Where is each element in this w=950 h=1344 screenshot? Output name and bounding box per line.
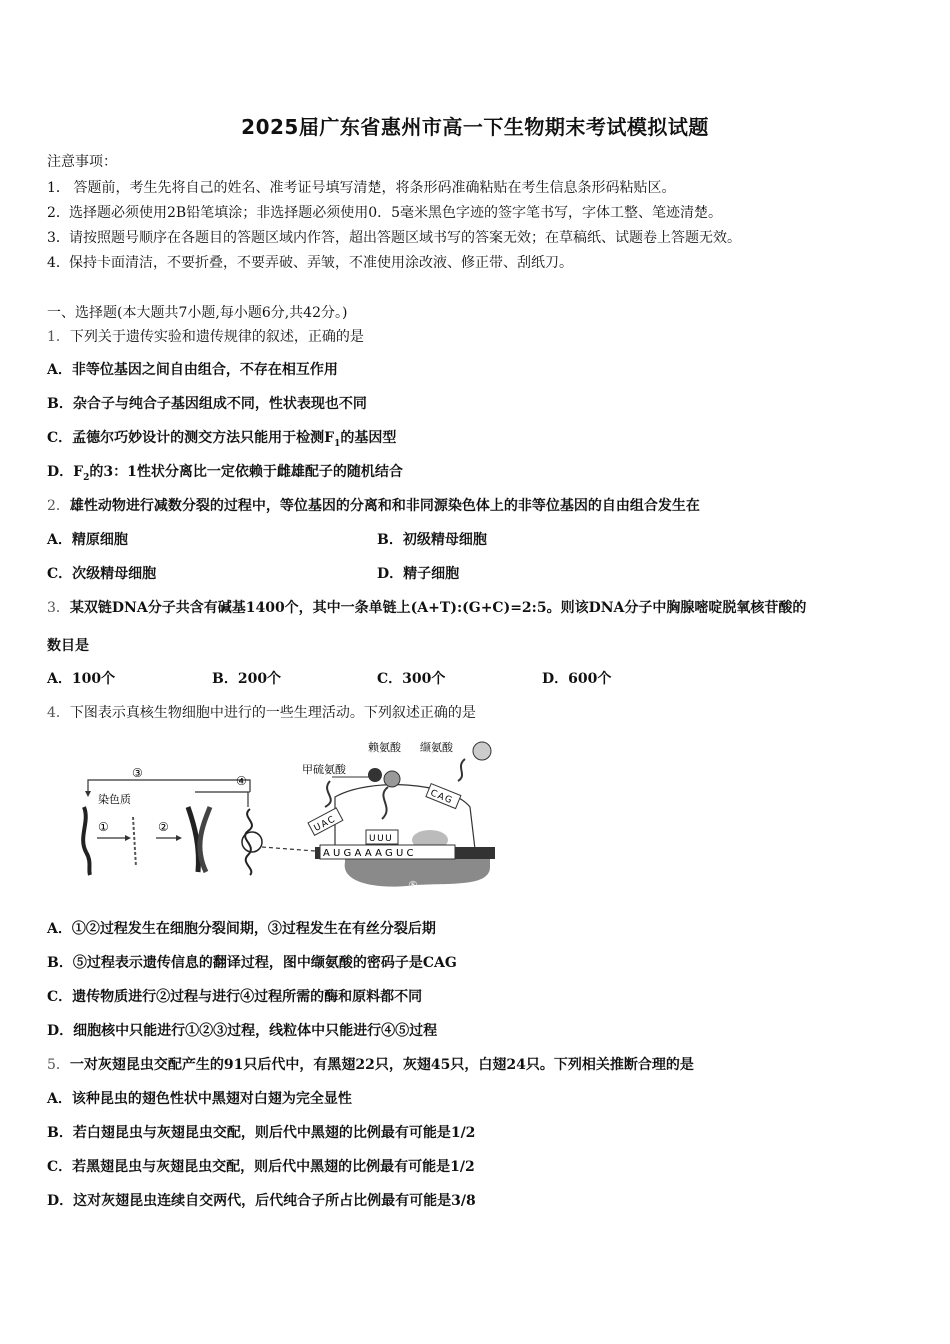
lysine-ball <box>384 771 400 787</box>
notice-text: 答题前，考生先将自己的姓名、准考证号填写清楚，将条形码准确粘贴在考生信息条形码粘贴区。 <box>69 180 676 196</box>
question-number: 5． <box>47 1057 70 1073</box>
trna-stem <box>325 781 331 807</box>
q1-option-c <box>47 429 396 453</box>
lysine-label: 赖氨酸 <box>368 741 401 754</box>
anticodon-2: UUU <box>369 834 394 844</box>
option-text: C．孟德尔巧妙设计的测交方法只能用于检测F <box>47 430 335 446</box>
question-text: 某双链DNA分子共含有碱基1400个，其中一条单链上(A+T):(G+C)=2:5。则该DNA分子中胸腺嘧啶脱氧核苷酸的 <box>69 600 807 616</box>
subscript: 1 <box>334 438 341 449</box>
anticodon-1: UAC <box>312 814 338 834</box>
notice-num: 3． <box>47 230 70 246</box>
step2-label: ② <box>158 820 169 834</box>
q2-option-a: A．精原细胞 <box>47 532 128 548</box>
q3-option-d: D．600个 <box>542 671 612 687</box>
notice-num: 4． <box>47 255 70 271</box>
question-number: 1． <box>47 329 70 345</box>
rna-polymerase <box>242 832 262 852</box>
trna-stem <box>382 787 388 819</box>
notice-text: 请按照题号顺序在各题目的答题区域内作答，超出答题区域书写的答案无效；在草稿纸、试题卷上答题无效。 <box>69 230 741 246</box>
chromosome-arm <box>200 807 210 872</box>
question-2-stem <box>47 497 700 515</box>
q3-option-c: C．300个 <box>377 671 446 687</box>
q5-option-b: B．若白翅昆虫与灰翅昆虫交配，则后代中黑翅的比例最有可能是1/2 <box>47 1125 476 1141</box>
option-text: 的3：1性状分离比一定依赖于雌雄配子的随机结合 <box>89 464 403 480</box>
trna-stem <box>458 759 465 781</box>
q5-option-d: D．这对灰翅昆虫连续自交两代，后代纯合子所占比例最有可能是3/8 <box>47 1193 476 1209</box>
biology-process-diagram <box>70 737 510 897</box>
q1-option-d <box>47 463 403 487</box>
notice-heading: 注意事项： <box>47 154 117 170</box>
transcription-coil <box>245 809 252 875</box>
question-text: 一对灰翅昆虫交配产生的91只后代中，有黑翅22只，灰翅45只，白翅24只。下列相关推断合理的是 <box>69 1057 694 1073</box>
step3-label: ③ <box>132 766 143 780</box>
subscript: 2 <box>83 472 90 483</box>
notice-text: 保持卡面清洁，不要折叠，不要弄破、弄皱，不准使用涂改液、修正带、刮纸刀。 <box>69 255 573 271</box>
question-4-stem <box>47 704 476 722</box>
option-text: 的基因型 <box>340 430 397 446</box>
question-3-stem <box>47 599 806 617</box>
q4-option-c: C．遗传物质进行②过程与进行④过程所需的酶和原料都不同 <box>47 989 423 1005</box>
question-text: 雄性动物进行减数分裂的过程中，等位基因的分离和和非同源染色体上的非等位基因的自由组合发生在 <box>69 498 700 514</box>
notice-text: 选择题必须使用2B铅笔填涂；非选择题必须使用0．5毫米黑色字迹的签字笔书写，字体工整、笔迹清楚。 <box>69 205 723 221</box>
q4-option-a: A．①②过程发生在细胞分裂间期，③过程发生在有丝分裂后期 <box>47 921 436 937</box>
question-text: 下列关于遗传实验和遗传规律的叙述，正确的是 <box>69 329 364 345</box>
q4-option-b: B．⑤过程表示遗传信息的翻译过程，图中缬氨酸的密码子是CAG <box>47 955 457 971</box>
q3-option-b: B．200个 <box>212 671 282 687</box>
notice-num: 1． <box>47 180 70 196</box>
arrowhead-icon <box>176 835 182 841</box>
step4-arrow <box>195 792 248 807</box>
q5-option-c: C．若黑翅昆虫与灰翅昆虫交配，则后代中黑翅的比例最有可能是1/2 <box>47 1159 475 1175</box>
step1-label: ① <box>98 820 109 834</box>
step3-loop-arrow <box>88 780 250 792</box>
chromatin-strand <box>83 807 90 875</box>
question-number: 4． <box>47 705 70 721</box>
question-number: 3． <box>47 600 70 616</box>
q4-option-d: D．细胞核中只能进行①②③过程，线粒体中只能进行④⑤过程 <box>47 1023 438 1039</box>
anticodon-3: CAG <box>428 788 455 807</box>
q2-option-d: D．精子细胞 <box>377 566 460 582</box>
q5-option-a: A．该种昆虫的翅色性状中黑翅对白翅为完全显性 <box>47 1091 352 1107</box>
section-header: 一、选择题(本大题共7小题,每小题6分,共42分。) <box>47 305 348 321</box>
q3-option-a: A．100个 <box>47 671 116 687</box>
q1-option-b: B．杂合子与纯合子基因组成不同，性状表现也不同 <box>47 396 367 412</box>
valine-ball <box>473 742 491 760</box>
notice-num: 2． <box>47 205 70 221</box>
chromatin-label: 染色质 <box>98 793 131 806</box>
valine-label: 缬氨酸 <box>420 741 453 754</box>
question-3-stem-cont: 数目是 <box>47 638 89 654</box>
notice-item-2 <box>47 204 722 222</box>
step5-label: ⑤ <box>408 879 418 892</box>
notice-item-4 <box>47 254 573 272</box>
q2-option-b: B．初级精母细胞 <box>377 532 487 548</box>
notice-item-1 <box>47 179 675 197</box>
step4-label: ④ <box>236 774 247 788</box>
question-number: 2． <box>47 498 70 514</box>
mrna-dashed-arrow <box>262 847 315 851</box>
question-5-stem <box>47 1056 694 1074</box>
page-title: 2025届广东省惠州市高一下生物期末考试模拟试题 <box>241 115 709 139</box>
mrna-sequence: AUGAAAGUC <box>323 848 417 859</box>
methionine-label: 甲硫氨酸 <box>302 763 346 776</box>
arrowhead-icon <box>125 835 131 841</box>
question-text: 下图表示真核生物细胞中进行的一些生理活动。下列叙述正确的是 <box>69 705 476 721</box>
replicated-chromatid <box>133 817 136 867</box>
q1-option-a: A．非等位基因之间自由组合，不存在相互作用 <box>47 362 338 378</box>
arrowhead-icon <box>85 791 91 797</box>
notice-item-3 <box>47 229 741 247</box>
methionine-ball <box>368 768 382 782</box>
chromosome-arm <box>188 807 198 872</box>
option-text: D．F <box>47 464 84 480</box>
question-1-stem <box>47 328 364 346</box>
q2-option-c: C．次级精母细胞 <box>47 566 157 582</box>
